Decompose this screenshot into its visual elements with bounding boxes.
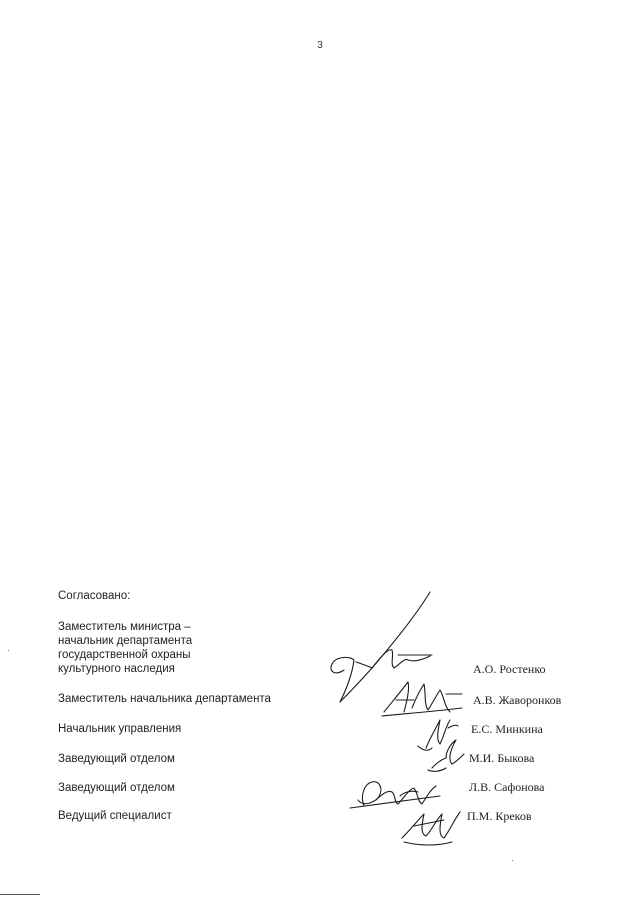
- position-line: Заведующий отделом: [58, 782, 175, 794]
- signature-krekov-icon: [402, 812, 460, 845]
- signature-rostenko-icon: [331, 592, 432, 702]
- signature-zhavoronkov-icon: [382, 682, 462, 716]
- signatory-2-position: [58, 692, 271, 706]
- position-line: начальник департамента: [58, 635, 193, 647]
- bottom-rule: [0, 894, 40, 895]
- signatory-1-position: [58, 620, 192, 676]
- position-line: Заместитель министра –: [58, 621, 191, 633]
- position-line: Заместитель начальника департамента: [58, 693, 271, 705]
- signatory-3-position: [58, 722, 181, 736]
- signatory-6-name: П.М. Креков: [467, 809, 532, 823]
- position-line: Заведующий отделом: [58, 753, 175, 765]
- signature-bykova-icon: [428, 740, 464, 771]
- position-line: культурного наследия: [58, 663, 175, 675]
- signatory-4-name: М.И. Быкова: [469, 751, 535, 765]
- signatory-5-name: Л.В. Сафонова: [469, 780, 545, 794]
- position-line: государственной охраны: [58, 649, 191, 661]
- scan-speck: [8, 650, 9, 651]
- signatory-4-position: [58, 752, 175, 766]
- signature-minkina-icon: [418, 720, 458, 750]
- scan-speck: [512, 860, 513, 861]
- position-line: Ведущий специалист: [58, 810, 172, 822]
- signatory-6-position: [58, 809, 172, 823]
- page-number: 3: [317, 40, 323, 51]
- signatory-3-name: Е.С. Минкина: [471, 722, 543, 736]
- approval-heading: Согласовано:: [58, 590, 131, 602]
- signatory-1-name: А.О. Ростенко: [473, 662, 546, 676]
- signature-safonova-icon: [350, 782, 440, 808]
- position-line: Начальник управления: [58, 723, 182, 735]
- signatory-5-position: [58, 781, 175, 795]
- signatory-2-name: А.В. Жаворонков: [473, 693, 562, 707]
